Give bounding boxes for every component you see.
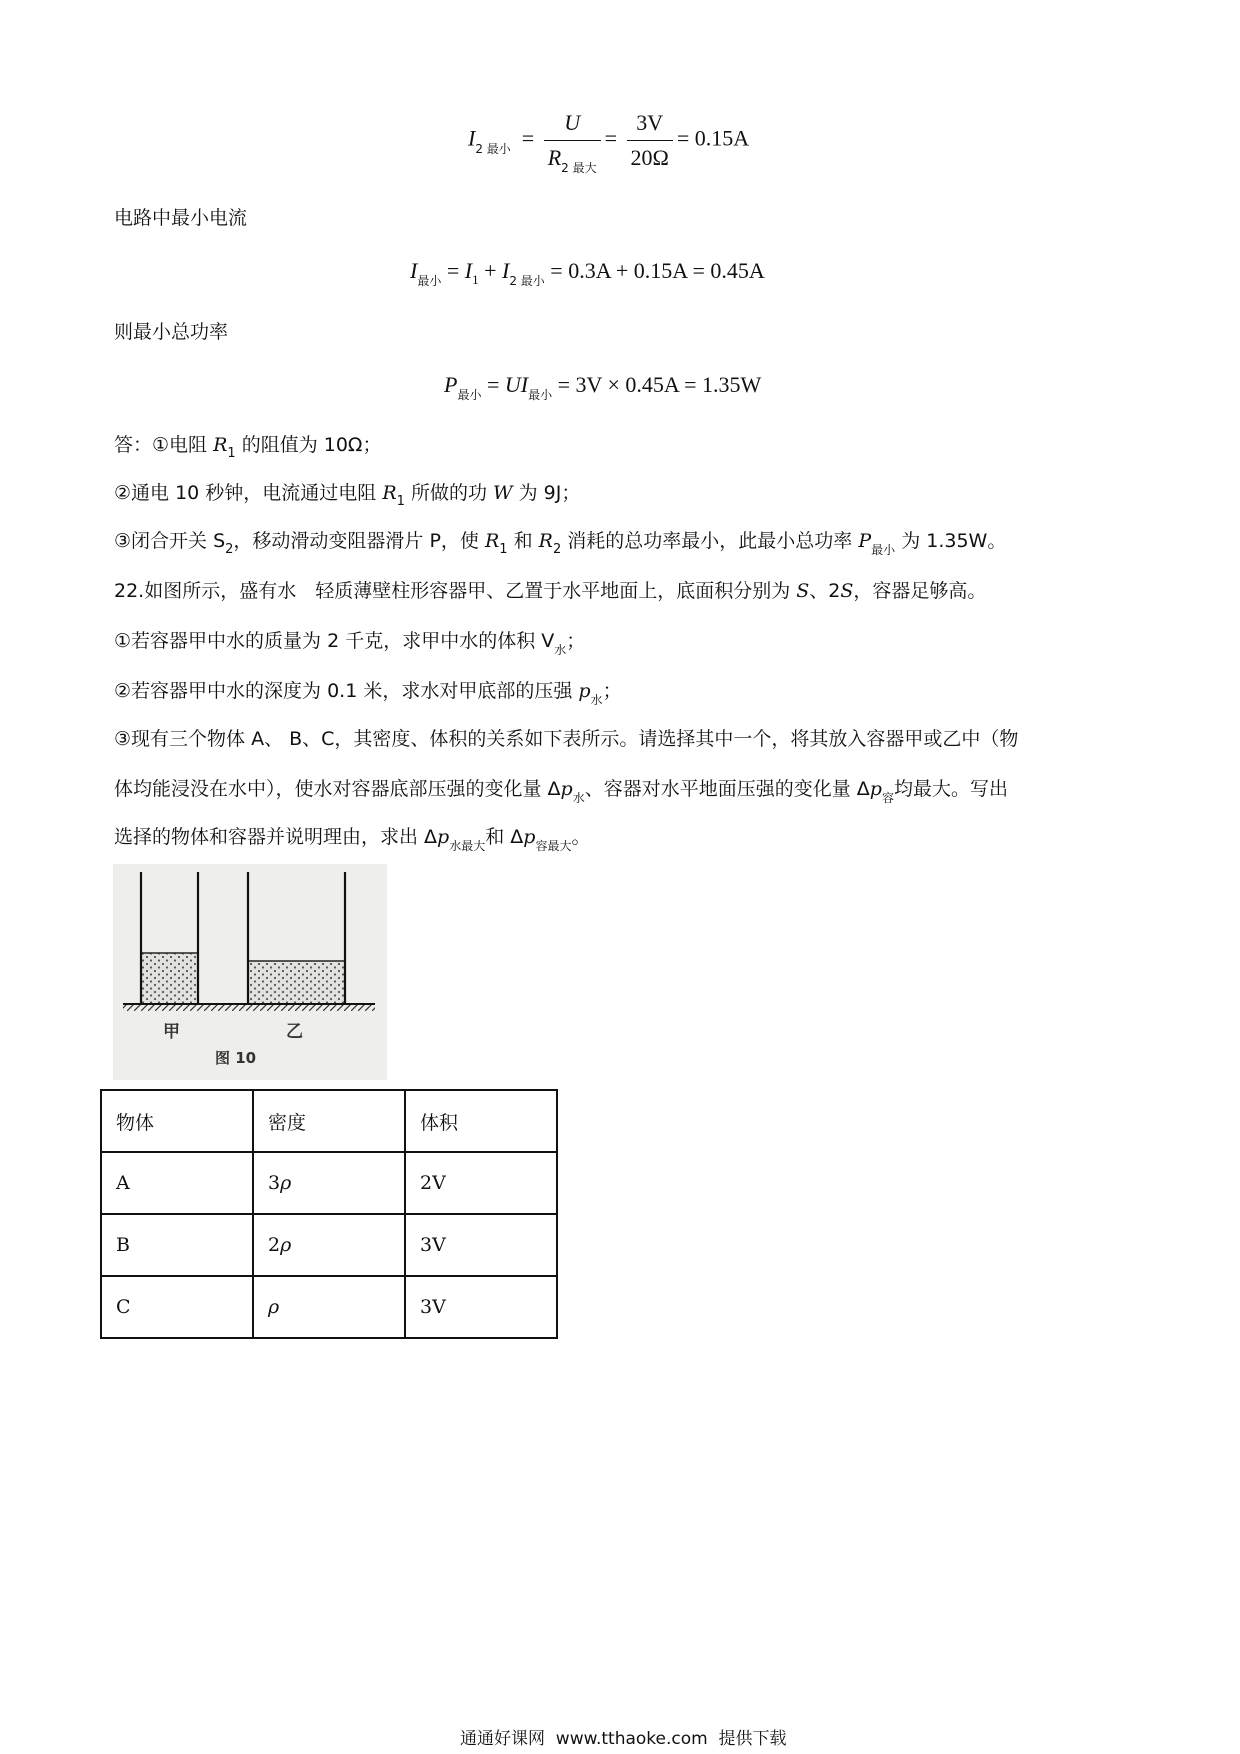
table-cell-volume: 3V [405,1214,557,1276]
question-22-part-3-line-2: 体均能浸没在水中），使水对容器底部压强的变化量 $\Delta p_水$、容器对水平地面压强的变化量 $\Delta p_容$均最大。写出 [114,778,1008,805]
eq2-term2-var: I [502,258,510,283]
answer-line-3: ③闭合开关 $S_2$，移动滑动变阻器滑片 P，使 $R_1$ 和 $R_2$ 消耗的总功率最小，此最小总功率 $P_{最小}$ 为 1.35W。 [114,530,1007,557]
ground-hatch [123,1005,375,1011]
table-cell-density: ρ [253,1276,405,1338]
eq3-lhs-var: P [444,372,458,397]
figure-10 [113,864,387,1080]
table-row [101,1276,557,1338]
objects-table [100,1089,558,1339]
water-yi [249,961,344,1003]
equation-min-current-i2: $I_{2 最小}$ = $\frac{U}{R_{2 最大}}$ = $\frac{3V}{20\Omega}$ = 0.15A [468,110,750,175]
eq2-term1-sub: 1 [472,272,479,287]
page-footer: 通通好课网 www.tthaoke.com 提供下载 [460,1729,787,1749]
water-jia [142,953,197,1003]
eq1-fraction-1 [544,110,601,175]
table-cell-object: C [101,1276,253,1338]
table-cell-density: 2ρ [253,1214,405,1276]
eq1-frac1-den-var: R [547,145,562,170]
table-row [101,1152,557,1214]
eq1-frac2-num: 3V [627,110,673,141]
eq1-frac1-num: U [544,110,601,141]
answer-line-2: ②通电 10 秒钟，电流通过电阻 $R_1$ 所做的功 W 为 9J； [114,482,581,509]
table-header-object: 物体 [101,1090,253,1152]
question-22-stem: 22.如图所示，盛有水 轻质薄壁柱形容器甲、乙置于水平地面上，底面积分别为 S、2S，容器足够高。 [114,580,987,602]
table-header-density: 密度 [253,1090,405,1152]
table-cell-object: A [101,1152,253,1214]
eq2-term2-sub: 2 最小 [509,274,545,288]
eq3-rest: = 3V × 0.45A = 1.35W [557,372,762,397]
eq1-frac2-den: 20Ω [630,145,669,170]
equation-min-total-current: $I_{最小} = I_1 + I_{2 最小} = 0.3A + 0.15A = 0.45A$ [410,258,765,288]
text-min-current-label: 电路中最小电流 [114,207,248,229]
eq2-rest: = 0.3A + 0.15A = 0.45A [550,258,765,283]
figure-caption: 图 10 [215,1049,257,1067]
eq3-mid-sub: 最小 [528,388,553,402]
table-row [101,1214,557,1276]
table-cell-object: B [101,1214,253,1276]
question-22-part-2: ②若容器甲中水的深度为 0.1 米，求水对甲底部的压强 $p_水$； [114,680,622,707]
eq2-term1-var: I [464,258,473,283]
eq1-lhs-var: I [468,125,476,151]
answer-line-1: 答：①电阻 $R_1$ 的阻值为 10Ω； [114,434,382,461]
eq1-frac1-den-sub: 2 最大 [561,161,597,175]
eq2-lhs-sub: 最小 [417,274,442,288]
text-min-power-label: 则最小总功率 [114,321,229,343]
figure-label-yi: 乙 [286,1022,303,1042]
figure-label-jia: 甲 [163,1022,180,1042]
eq1-fraction-2 [627,110,673,171]
table-cell-volume: 3V [405,1276,557,1338]
eq1-lhs-sub: 2 最小 [475,141,511,156]
table-header-volume: 体积 [405,1090,557,1152]
equation-min-total-power: $P_{最小} = UI_{最小} = 3V \times 0.45A = 1.35W$ [444,372,762,402]
eq2-lhs-var: I [410,258,418,283]
eq1-result: = 0.15A [676,125,750,151]
eq3-lhs-sub: 最小 [457,388,482,402]
question-22-part-3-line-1: ③现有三个物体 A、 B、C，其密度、体积的关系如下表所示。请选择其中一个，将其放入容器甲或乙中（物 [114,728,1019,750]
table-header-row [101,1090,557,1152]
table-cell-density: 3ρ [253,1152,405,1214]
question-22-part-1: ①若容器甲中水的质量为 2 千克，求甲中水的体积 $V_水$； [114,630,586,657]
question-22-part-3-line-3: 选择的物体和容器并说明理由，求出 $\Delta p_{水最大}$和 $\Delta p_{容最大}$。 [114,826,591,853]
table-cell-volume: 2V [405,1152,557,1214]
eq3-mid-var: UI [504,372,529,397]
